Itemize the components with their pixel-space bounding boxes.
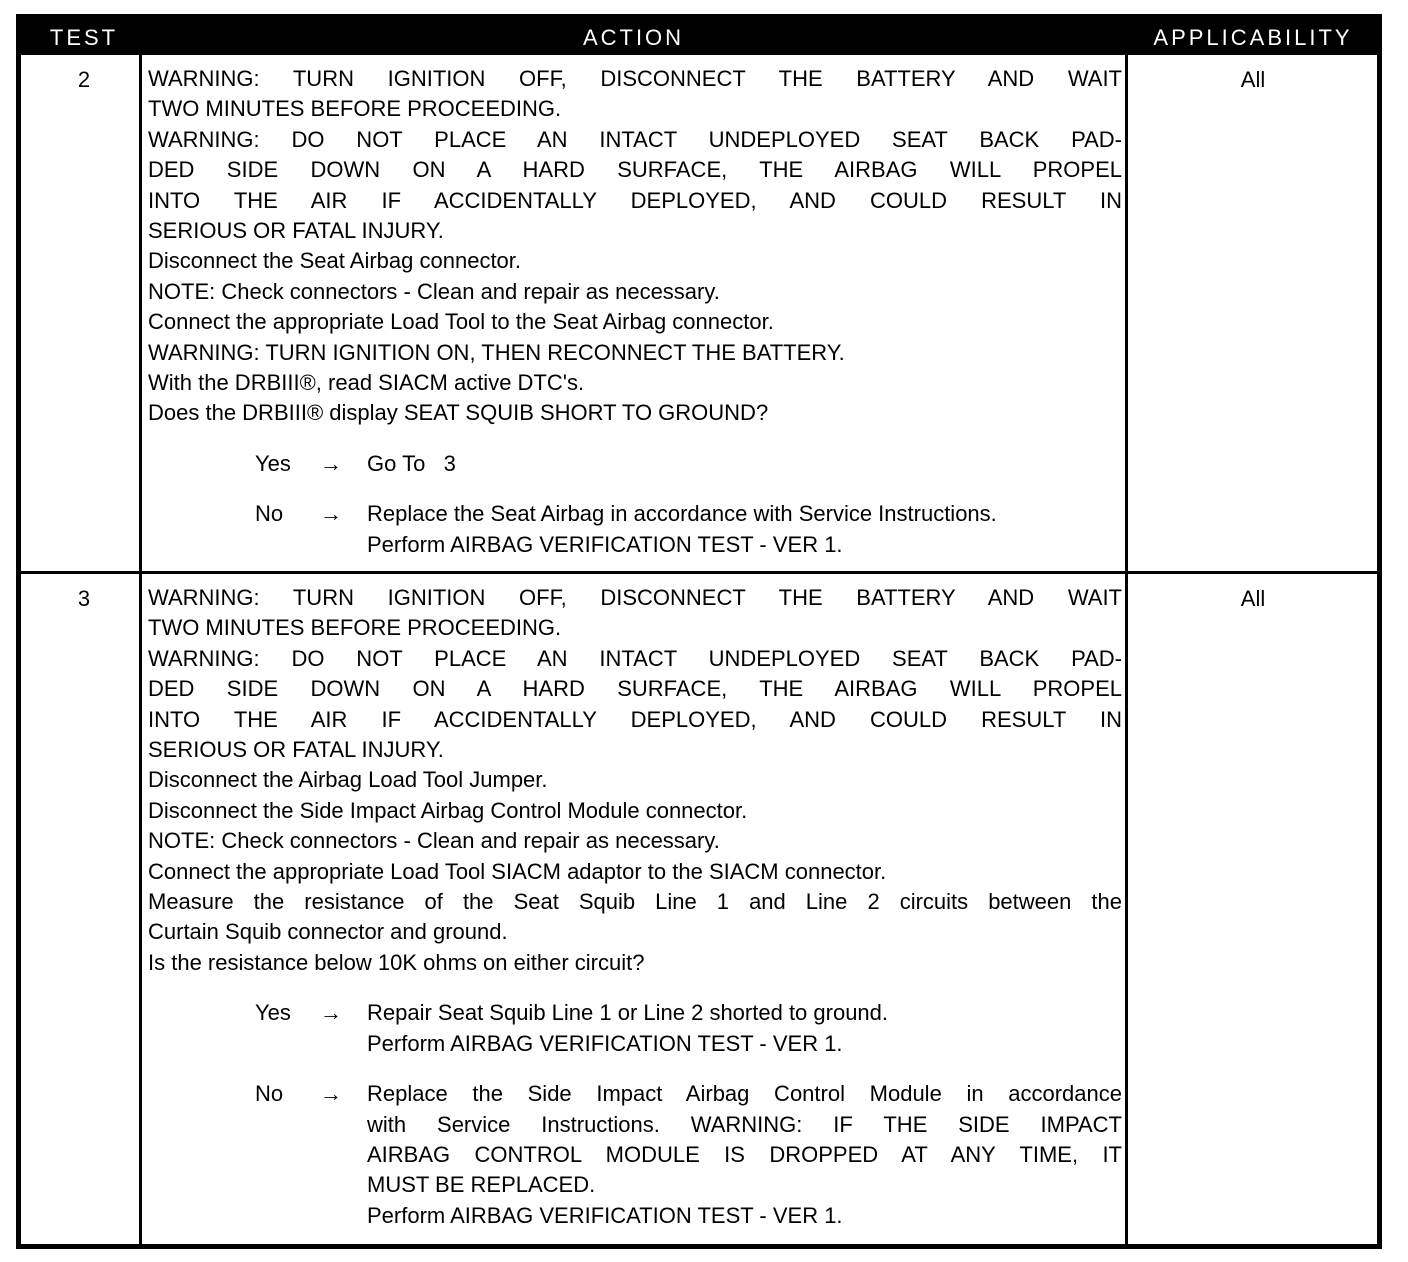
answer-text: with Service Instructions. WARNING: IF THE SIDE IMPACT — [367, 1111, 1122, 1137]
answer-text: Repair Seat Squib Line 1 or Line 2 shorted to ground. — [367, 1000, 889, 1026]
table-header — [21, 19, 1377, 55]
arrow-right-icon: → — [320, 450, 342, 476]
arrow-right-icon: → — [320, 501, 342, 527]
action-line: With the DRBIII®, read SIACM active DTC's. — [148, 370, 585, 396]
action-line: WARNING: DO NOT PLACE AN INTACT UNDEPLOYED SEAT BACK PAD- — [148, 126, 1122, 152]
action-line: WARNING: TURN IGNITION ON, THEN RECONNECT THE BATTERY. — [148, 339, 845, 365]
answer-text: Replace the Side Impact Airbag Control Module in accordance — [367, 1081, 1122, 1107]
action-cell — [148, 64, 1122, 560]
action-line: DED SIDE DOWN ON A HARD SURFACE, THE AIRBAG WILL PROPEL — [148, 676, 1122, 702]
answer-text: AIRBAG CONTROL MODULE IS DROPPED AT ANY TIME, IT — [367, 1141, 1122, 1167]
applicability-value: All — [1240, 67, 1266, 92]
action-line: Disconnect the Side Impact Airbag Control Module connector. — [148, 797, 748, 823]
action-line: WARNING: TURN IGNITION OFF, DISCONNECT THE BATTERY AND WAIT — [148, 585, 1122, 610]
header-applicability: APPLICABILITY — [1153, 25, 1353, 50]
arrow-right-icon: → — [320, 1081, 342, 1107]
action-line: TWO MINUTES BEFORE PROCEEDING. — [148, 96, 562, 122]
applicability-value: All — [1240, 586, 1266, 611]
action-line: NOTE: Check connectors - Clean and repair as necessary. — [148, 278, 720, 304]
action-line: NOTE: Check connectors - Clean and repair as necessary. — [148, 828, 720, 854]
answer-text: Perform AIRBAG VERIFICATION TEST - VER 1. — [367, 1030, 843, 1056]
answer-yes — [148, 998, 1122, 1059]
action-line: DED SIDE DOWN ON A HARD SURFACE, THE AIRBAG WILL PROPEL — [148, 157, 1122, 183]
action-line: Connect the appropriate Load Tool to the Seat Airbag connector. — [148, 309, 774, 335]
action-line: Disconnect the Airbag Load Tool Jumper. — [148, 767, 548, 793]
answer-no — [148, 499, 1122, 560]
action-line: Is the resistance below 10K ohms on either circuit? — [148, 949, 645, 975]
action-line: SERIOUS OR FATAL INJURY. — [148, 737, 444, 763]
action-line: SERIOUS OR FATAL INJURY. — [148, 218, 444, 244]
answer-text: Perform AIRBAG VERIFICATION TEST - VER 1. — [367, 1202, 843, 1228]
action-line: Disconnect the Seat Airbag connector. — [148, 248, 522, 274]
action-line: INTO THE AIR IF ACCIDENTALLY DEPLOYED, AND COULD RESULT IN — [148, 187, 1122, 213]
test-number: 3 — [77, 586, 91, 611]
table-row-test-3 — [21, 574, 1377, 1244]
answer-text: MUST BE REPLACED. — [367, 1172, 596, 1198]
header-action: ACTION — [582, 25, 685, 50]
answer-label: No — [255, 501, 284, 527]
action-line: Does the DRBIII® display SEAT SQUIB SHORT TO GROUND? — [148, 400, 769, 426]
action-line: WARNING: DO NOT PLACE AN INTACT UNDEPLOYED SEAT BACK PAD- — [148, 645, 1122, 671]
action-line: INTO THE AIR IF ACCIDENTALLY DEPLOYED, AND COULD RESULT IN — [148, 706, 1122, 732]
action-line: Measure the resistance of the Seat Squib Line 1 and Line 2 circuits between the — [148, 889, 1122, 915]
diagnostic-table — [16, 14, 1382, 1249]
action-cell — [148, 583, 1122, 1231]
test-number: 2 — [77, 67, 91, 92]
action-line: WARNING: TURN IGNITION OFF, DISCONNECT THE BATTERY AND WAIT — [148, 66, 1122, 91]
answer-text: Perform AIRBAG VERIFICATION TEST - VER 1. — [367, 531, 843, 557]
header-test: TEST — [49, 25, 119, 50]
action-line: Curtain Squib connector and ground. — [148, 919, 508, 945]
answer-label: Yes — [255, 1000, 291, 1026]
answer-text: Replace the Seat Airbag in accordance with Service Instructions. — [367, 501, 997, 527]
answer-text: Go To 3 — [367, 450, 456, 476]
arrow-right-icon: → — [320, 1000, 342, 1026]
table-row-test-2 — [21, 55, 1377, 571]
answer-label: Yes — [255, 450, 291, 476]
answer-yes — [148, 449, 1122, 479]
action-line: TWO MINUTES BEFORE PROCEEDING. — [148, 615, 562, 641]
answer-label: No — [255, 1081, 284, 1107]
answer-no — [148, 1079, 1122, 1231]
action-line: Connect the appropriate Load Tool SIACM adaptor to the SIACM connector. — [148, 858, 887, 884]
